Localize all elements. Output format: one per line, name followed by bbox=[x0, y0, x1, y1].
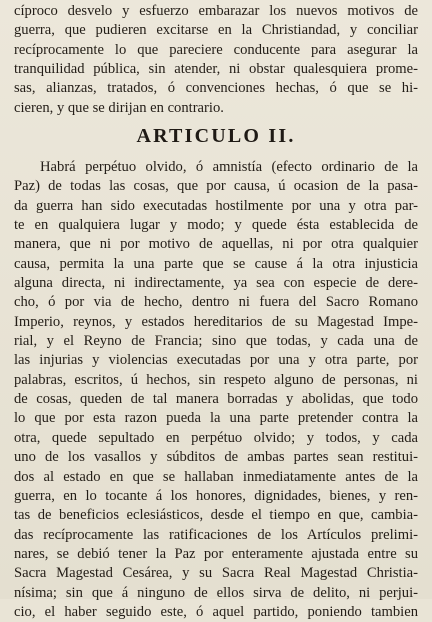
text-line: guerra, que pudieren excitarse en la Christiandad, y conciliar bbox=[14, 22, 418, 39]
article-heading: ARTICULO II. bbox=[136, 125, 296, 147]
text-line: alguna directa, ni indirectamente, ya sea con especie de dere- bbox=[14, 275, 418, 292]
text-line: causa, permita la una parte que se cause á la otra injusticia bbox=[14, 255, 418, 272]
text-line: uno de los vasallos y súbditos de ambas partes sean restitui- bbox=[14, 449, 418, 466]
top-paragraph bbox=[14, 2, 418, 118]
text-line: las injurias y violencias executadas por una y otra parte, por bbox=[14, 352, 418, 369]
text-line: cíproco desvelo y esfuerzo embarazar los nuevos motivos de bbox=[14, 3, 418, 19]
text-line: Habrá perpétuo olvido, ó amnistía (efecto ordinario de la bbox=[40, 159, 418, 175]
text-line: tas de beneficios eclesiásticos, desde el tiempo en que, cambia- bbox=[14, 507, 418, 524]
text-line: cho, ó por via de hecho, dentro ni fuera del Sacro Romano bbox=[14, 294, 418, 311]
text-line: sas, alianzas, tratados, ó convenciones hechas, ó que se hi- bbox=[14, 80, 418, 97]
text-line: da guerra han sido executadas hostilmente por una y otra par- bbox=[14, 197, 418, 214]
text-line: otra, quede sepultado en perpétuo olvido; y todos, y cada bbox=[14, 429, 418, 446]
text-line: te en qualquiera lugar y modo; y quede ésta establecida de bbox=[14, 217, 418, 234]
text-line: tranquilidad pública, sin atender, ni obstar qualesquiera prome- bbox=[14, 61, 418, 78]
text-line: lo que por esta razon pueda la una parte pretender contra la bbox=[14, 410, 418, 427]
text-line: cieren, y que se dirijan en contrario. bbox=[14, 99, 224, 116]
text-line: rial, y el Reyno de Francia; sino que todas, y cada una de bbox=[14, 333, 418, 350]
text-line: nares, se debió tener la Paz por enteramente ajustada entre su bbox=[14, 545, 418, 562]
text-line: Sacra Magestad Cesárea, y su Sacra Real Magestad Christia- bbox=[14, 565, 418, 582]
text-line: nísima; sin que á ninguno de ellos sirva de delito, ni perjui- bbox=[14, 584, 418, 601]
text-line: manera, que ni por motivo de aquellas, ni por otra qualquier bbox=[14, 236, 418, 253]
text-line: de cosas, queden de tal manera borradas y abolidas, que todo bbox=[14, 391, 418, 408]
text-line: Imperio, reynos, y estados hereditarios de su Magestad Impe- bbox=[14, 313, 418, 330]
text-line: palabras, escritos, ú hechos, sin respeto alguno de personas, ni bbox=[14, 371, 418, 388]
main-paragraph bbox=[14, 158, 418, 622]
text-line: cio, el haber seguido este, ó aquel partido, poniendo tambien bbox=[14, 603, 418, 620]
text-line: Paz) de todas las cosas, que por causa, ú ocasion de la pasa- bbox=[14, 178, 418, 195]
text-line: das recíprocamente las ratificaciones de los Artículos prelimi- bbox=[14, 526, 418, 543]
text-line: recíprocamente lo que pareciere conducente para asegurar la bbox=[14, 41, 418, 58]
text-line: guerra, en lo tocante á los honores, dignidades, bienes, y ren- bbox=[14, 487, 418, 504]
text-line: dos al estado en que se hallaban inmediatamente antes de la bbox=[14, 468, 418, 485]
